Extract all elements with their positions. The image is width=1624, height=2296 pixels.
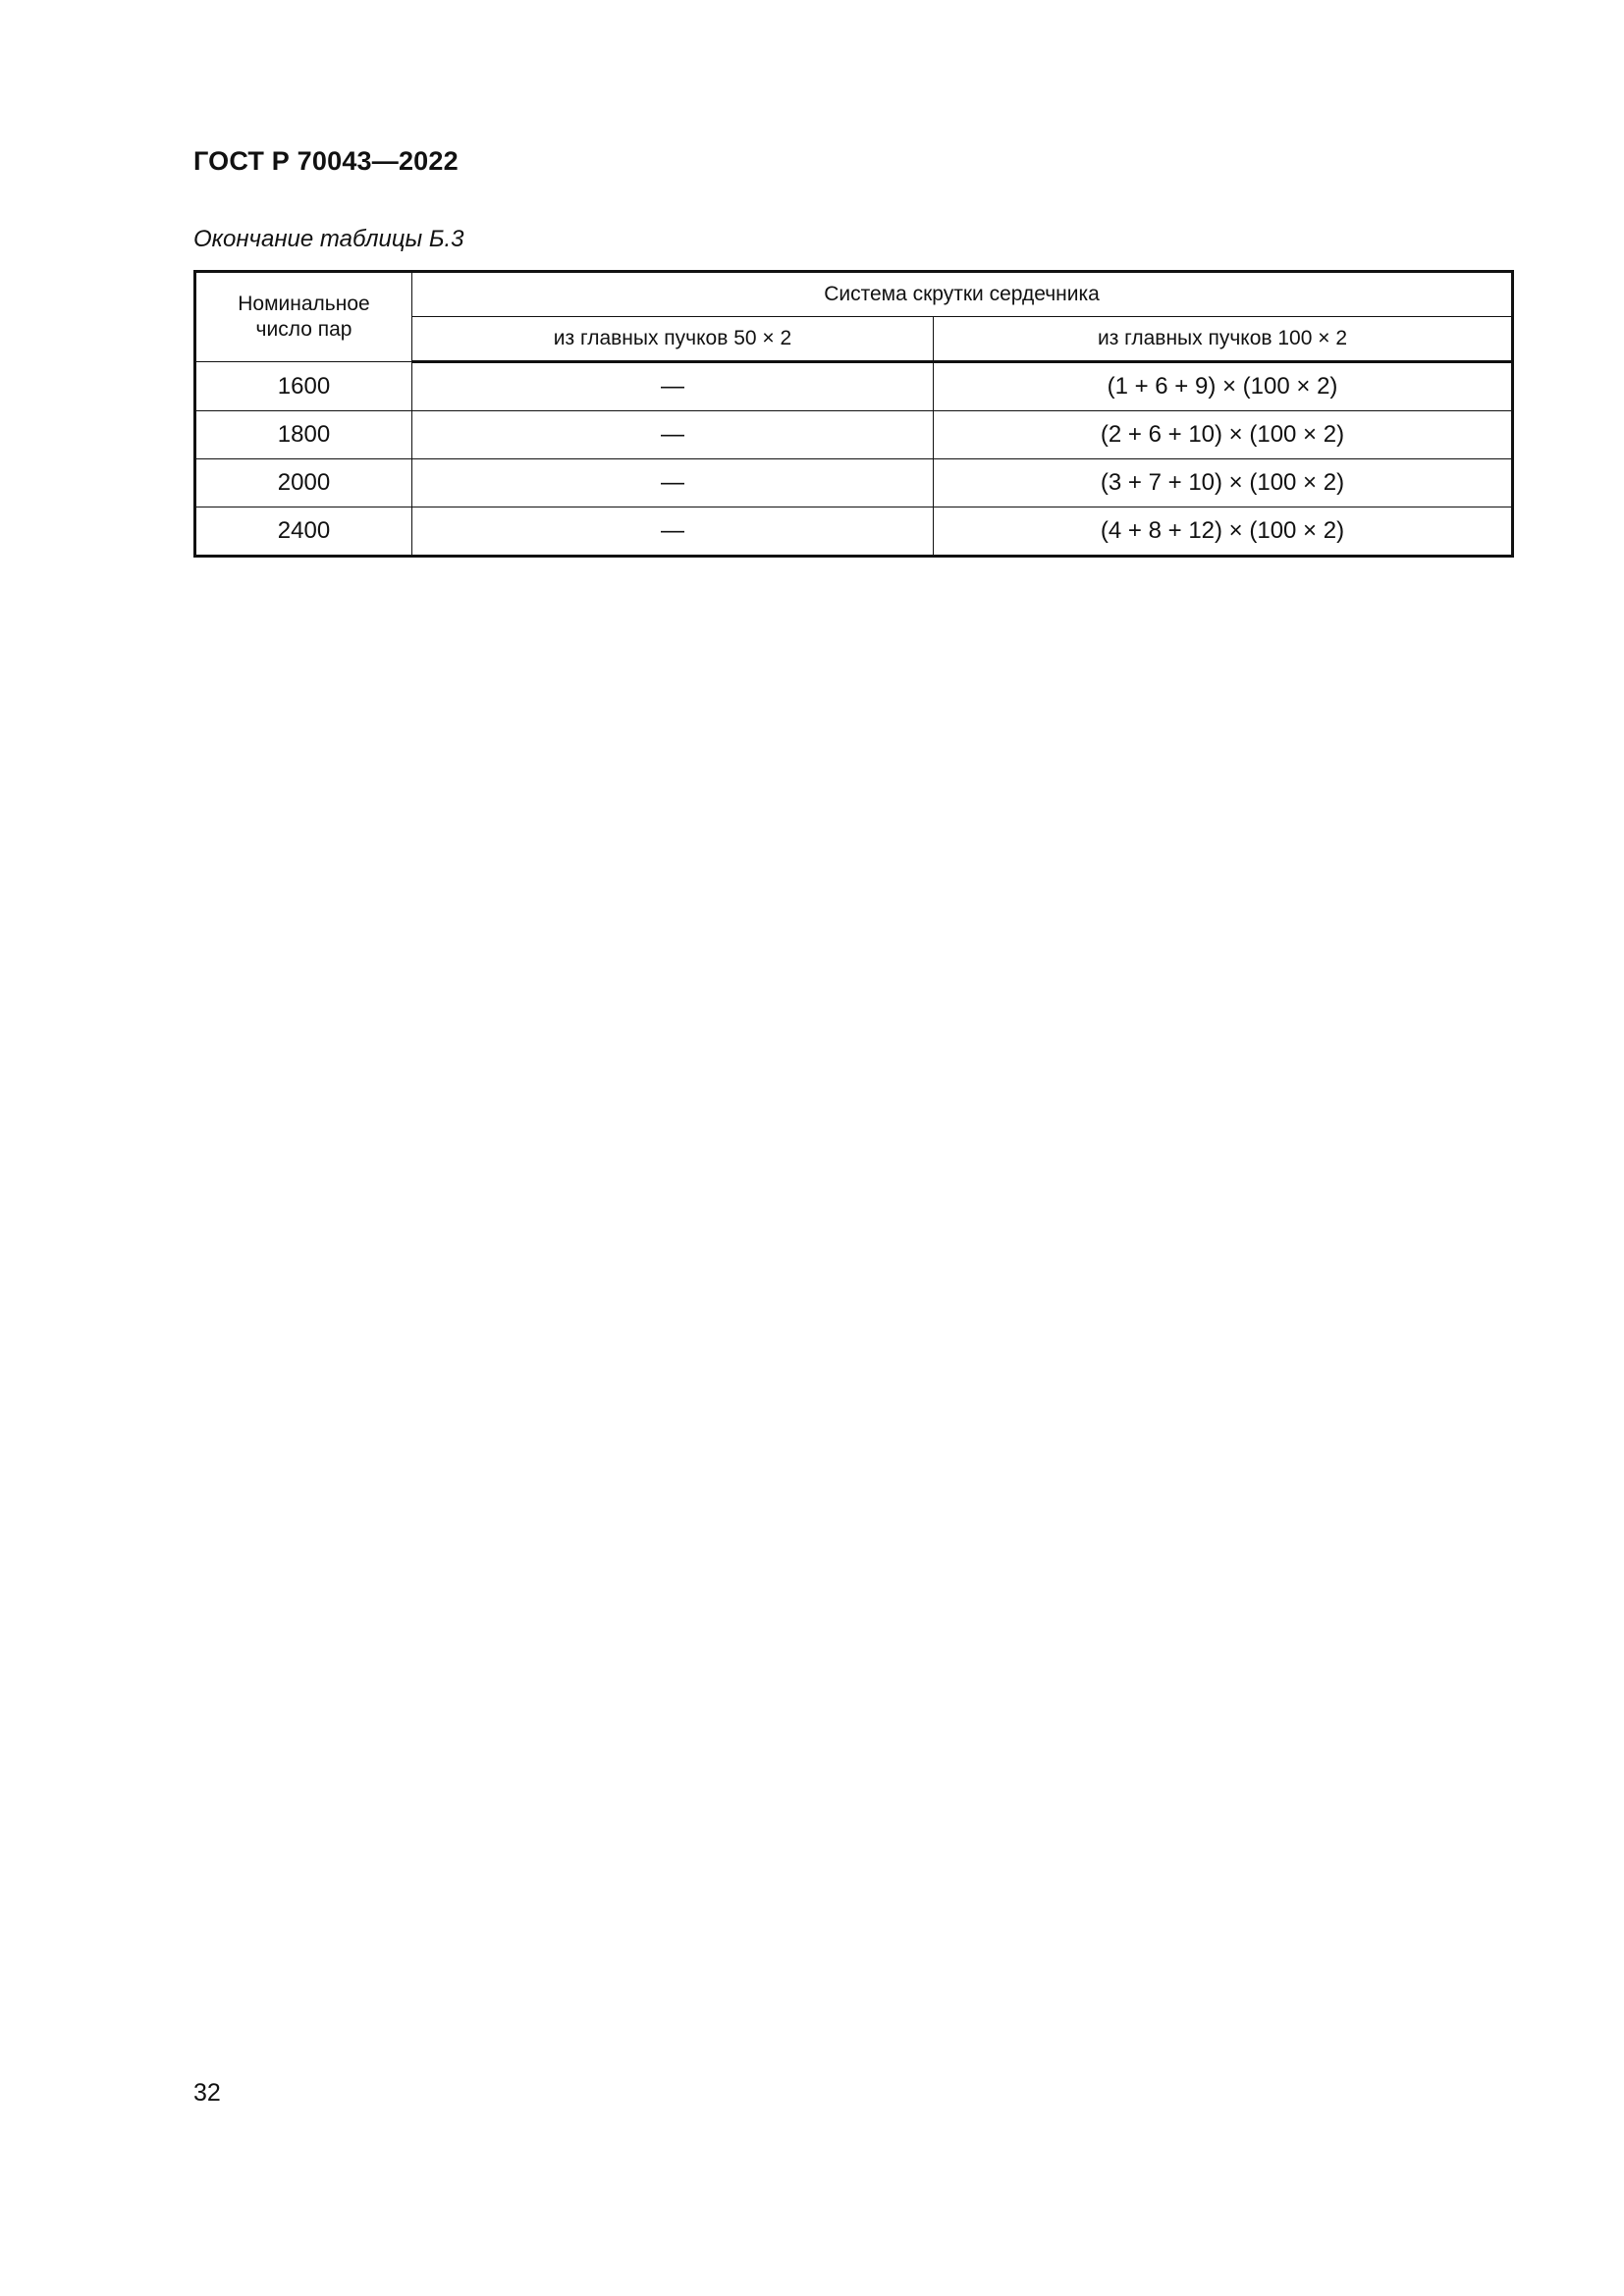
cell-pairs: 2000 (195, 459, 412, 507)
twisting-system-table (193, 270, 1514, 558)
page-number: 32 (193, 2079, 221, 2107)
table-row (195, 362, 1513, 411)
cell-pairs: 2400 (195, 507, 412, 557)
table-caption: Окончание таблицы Б.3 (193, 226, 464, 252)
cell-100x2: (2 + 6 + 10) × (100 × 2) (934, 411, 1513, 459)
document-header: ГОСТ Р 70043—2022 (193, 146, 459, 176)
table-row (195, 459, 1513, 507)
header-twisting-system: Система скрутки сердечника (412, 272, 1513, 317)
cell-50x2: — (412, 411, 934, 459)
header-nominal-pairs-label: Номинальное число пар (238, 293, 370, 341)
cell-pairs: 1600 (195, 362, 412, 411)
table-row (195, 411, 1513, 459)
subheader-100x2: из главных пучков 100 × 2 (934, 317, 1513, 362)
subheader-50x2: из главных пучков 50 × 2 (412, 317, 934, 362)
cell-50x2: — (412, 459, 934, 507)
header-nominal-pairs (195, 272, 412, 362)
cell-100x2: (4 + 8 + 12) × (100 × 2) (934, 507, 1513, 557)
cell-50x2: — (412, 362, 934, 411)
cell-100x2: (3 + 7 + 10) × (100 × 2) (934, 459, 1513, 507)
table-header-row (195, 272, 1513, 317)
cell-50x2: — (412, 507, 934, 557)
table-row (195, 507, 1513, 557)
cell-pairs: 1800 (195, 411, 412, 459)
cell-100x2: (1 + 6 + 9) × (100 × 2) (934, 362, 1513, 411)
